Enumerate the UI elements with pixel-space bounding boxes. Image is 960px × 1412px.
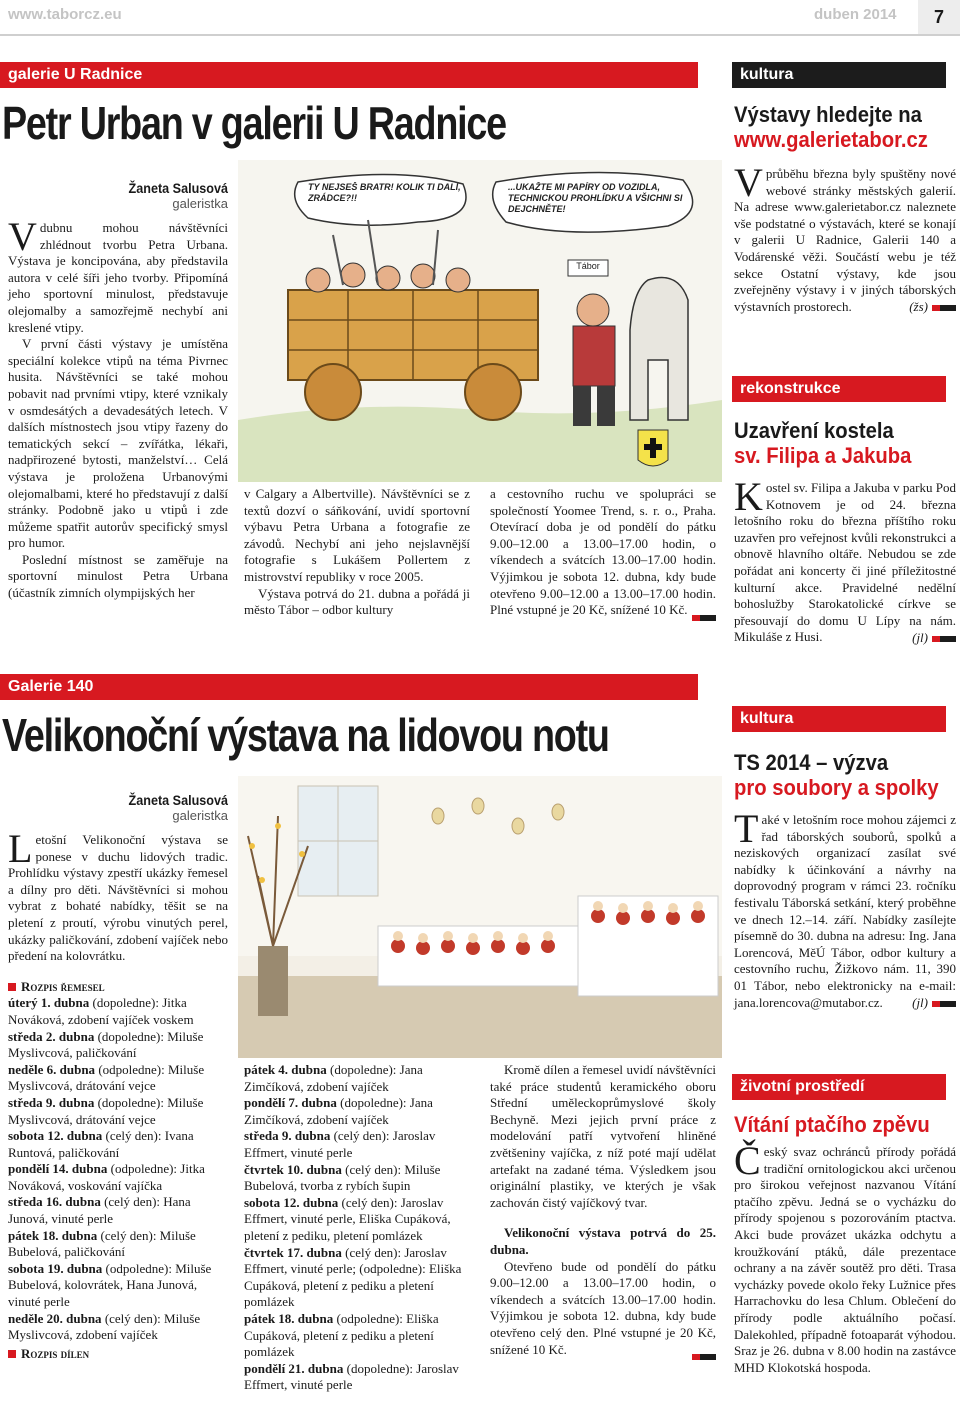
easter-column-1 <box>8 826 228 1362</box>
urban-headline: Petr Urban v galerii U Radnice <box>2 97 506 149</box>
sidebar-sign-1: (žs) <box>909 299 928 315</box>
end-mark <box>932 636 956 642</box>
schedule-date: pondělí 7. dubna <box>244 1095 337 1111</box>
sidebar-label-text: životní prostředí <box>740 1078 865 1095</box>
schedule-date: pátek 4. dubna <box>244 1062 327 1077</box>
easter-duration: Velikonoční výstava potrvá do 25. dubna. <box>490 1225 716 1257</box>
schedule-entry <box>8 1194 228 1227</box>
sidebar-title-line-2: sv. Filipa a Jakuba <box>734 443 912 468</box>
schedule-date: neděle 6. dubna <box>8 1061 96 1077</box>
sidebar-label-text: kultura <box>740 710 794 727</box>
section-label-galerie-140 <box>0 674 712 700</box>
urban-paragraph-2: V první části výstavy je umístěna speciální kolekce vtipů na téma Pivrnec husita. Návštěvníci se také mohou pobavit nad prvními vtipy, které vznikaly v osmdesátých a devadesátých letech. V dalších místnostech jsou vtipy řazeny do tematických sekcí – zvířátka, lékaři, nadpřirozené bytosti, manželství… Celá výstava je proložena Urbanovými olejomalbami, které ho představují z další stránky. Podobně jako u vtipů i zde můžeme spatřit autorův specifický smysl pro humor. <box>8 336 228 551</box>
schedule-date: pátek 18. dubna <box>8 1227 98 1243</box>
schedule-date: středa 9. dubna <box>8 1094 95 1110</box>
schedule-entry <box>8 1311 228 1344</box>
schedule-detail: (dopoledne): Jaroslav Effmert, vinuté perle <box>244 1360 459 1393</box>
schedule-list-crafts <box>8 995 228 1343</box>
schedule-detail: (celý den): Hana Junová, vinuté perle <box>8 1194 191 1227</box>
urban-column-1 <box>8 214 228 602</box>
end-mark <box>692 1354 716 1360</box>
schedule-detail: (celý den): Jaroslav Effmert, vinuté perle, Eliška Cupáková, pletení z pediku, pletení pomlázek <box>244 1194 451 1243</box>
schedule-date: středa 16. dubna <box>8 1194 101 1210</box>
schedule-date: pondělí 14. dubna <box>8 1161 108 1177</box>
schedule-date: středa 9. dubna <box>244 1128 331 1144</box>
schedule-entry <box>8 1128 228 1161</box>
site-url[interactable]: www.taborcz.eu <box>8 6 122 23</box>
urban-paragraph-6: a cestovního ruchu ve spolupráci se společností Yoomee Trend, s. r. o., Praha. Otevírací doba je od pondělí do pátku 9.00–12.00 a 13.00–17.00 hodin, o víkendech a svátcích 13.00–17.00 hodin. Výjimkou je sobota 12. dubna, kdy bude otevřeno 9.00–12.00 a 13.00–17.00 hodin. Plné vstupné je 20 Kč, snížené 10 Kč. <box>490 486 716 618</box>
sidebar-body-1 <box>734 160 956 316</box>
schedule-detail: (celý den): Jaroslav Effmert, vinuté perle; (odpoledne): Eliška Cupáková, pletení z pediku a pletení pomlázek <box>244 1244 462 1310</box>
schedule-date: sobota 12. dubna <box>8 1128 103 1144</box>
sidebar-text-4: Český svaz ochránců přírody pořádá tradiční ornitologickou akci určenou pro širokou veřejnost nazvanou Vítání ptačího zpěvu. Jedná se o vycházku do přírody spojenou s pozorováním ptactva. Akci bude provázet ukázka odchytu a kroužkování ptáků, dále prezentace ochrany a na závěr soutěž pro děti. Trasa vycházky povede okolo řeky Lužnice přes Harrachovku do lesa Chlum. Oblečení do přírody podle aktuálního počasí. Dalekohled, případně fotoaparát výhodou. Sraz je 26. dubna v 8.00 hodin na zastávce MHD Klokotská hospoda. <box>734 1138 956 1375</box>
urban-paragraph-4: v Calgary a Albertville). Návštěvníci se z textů dozví o sáňkování, uvidí sportovní výbavu Petra Urbana a fotografie ze závodů. Nechybí ani jeho nejslavnější fotografie s Lukášem Pollertem z mistrovství republiky v roce 2005. <box>244 486 470 584</box>
schedule-entry <box>8 1029 228 1062</box>
schedule-detail: (odpoledne): Miluše Myslivcová, drátování vejce <box>8 1061 205 1094</box>
schedule-date: sobota 12. dubna <box>244 1194 339 1210</box>
schedule-date: čtvrtek 10. dubna <box>244 1161 342 1177</box>
easter-column-3 <box>490 1062 716 1365</box>
sidebar-text-2: Kostel sv. Filipa a Jakuba v parku Pod Kotnovem je od 24. března letošního roku do března příštího roku uzavřen pro veřejnost kvůli rekonstrukci a obnově hlavního oltáře. Nebudou se zde pořádat ani koncerty či jiné příležitostné kulturní akce. Pravidelné nedělní bohoslužby Starokatolické církve se přesouvají do domu U Lípy na nám. Mikuláše z Husi. <box>734 474 956 645</box>
schedule-date: neděle 20. dubna <box>8 1310 102 1326</box>
schedule-list-workshops <box>244 1062 470 1394</box>
sidebar-label-rekonstrukce <box>732 376 960 402</box>
sidebar-title-3 <box>734 750 939 800</box>
end-mark <box>932 1001 956 1007</box>
schedule-detail: (dopoledne): Miluše Myslivcová, paličkování <box>8 1028 204 1061</box>
schedule-entry <box>244 1245 470 1311</box>
schedule-title: Rozpis řemesel <box>8 979 228 996</box>
sidebar-title-line-1: TS 2014 – výzva <box>734 750 889 775</box>
sidebar-title-1 <box>734 102 928 152</box>
sidebar-title-link[interactable]: www.galerietabor.cz <box>734 127 928 152</box>
easter-paragraph-1: Kromě dílen a řemesel uvidí návštěvníci také práce studentů keramického oboru Střední uměleckoprůmyslové školy Bechyně. Mezi jejich první práce z modelování patří vytvoření hliněné zvětšeniny vajíčka, z níž poté mají udělat artefakt na zadané téma. Výsledkem jsou originální plastiky, ve kterých je však zachován čistý vajíčkový tvar. <box>490 1062 716 1210</box>
sidebar-label-kultura <box>732 62 960 88</box>
schedule-detail: (celý den): Miluše Myslivcová, zdobení vajíček <box>8 1310 201 1343</box>
schedule-detail: (dopoledne): Miluše Myslivcová, drátování vejce <box>8 1094 204 1127</box>
author-role: galeristka <box>172 808 228 823</box>
sidebar-body-3 <box>734 806 956 1012</box>
sidebar-body-4 <box>734 1138 956 1376</box>
end-mark <box>692 615 716 621</box>
page-number: 7 <box>918 0 960 34</box>
easter-intro: Letošní Velikonoční výstava se ponese v duchu lidových tradic. Prohlídku výstavy zpestří ukázky řemesel a dílny pro děti. Návštěvníci si mohou vybrat z bohaté nabídky, těšit se na pletení z proutí, výrobu vinutých perel, ukázky paličkování, zdobení vajíček nebo předení na kolovrátku. <box>8 826 228 964</box>
cartoon-sign: Tábor <box>576 261 600 271</box>
sidebar-text-1: Vprůběhu března byly spuštěny nové webové stránky městských galerií. Na adrese www.galerietabor.cz naleznete vše podstatné o výstavách, které se konají v galerii U Radnice, Galerii 140 a Vodárenské věži. Součástí webu je též sekce Ostatní výstavy, kde jsou zveřejněny výstavy i v jiných táborských výstavních prostorech. <box>734 160 956 314</box>
section-label-galerie-u-radnice <box>0 62 712 88</box>
schedule-date: středa 2. dubna <box>8 1028 95 1044</box>
sidebar-title-4: Vítání ptačího zpěvu <box>734 1112 930 1137</box>
schedule-entry <box>244 1095 470 1128</box>
schedule-entry <box>244 1361 470 1394</box>
sidebar-text-3: Také v letošním roce mohou zájemci z řad táborských souborů, spolků a neziskových organizací zasílat své nabídky k účinkování a návrhy na doprovodný program v rámci 23. ročníku festivalu Táborská setkání, který proběhne ve dnech 12.–14. září. Nabídky zasílejte písemně do 30. dubna na adresu: Ing. Jana Lorencová, MěÚ Tábor, odbor kultury a cestovního ruchu, Žižkovo nám. 11, 390 01 Tábor, nebo elektronicky na e-mail: jana.lorencova@mutabor.cz. <box>734 806 956 1010</box>
schedule-detail: (odpoledne): Eliška Cupáková, pletení z pediku a pletení pomlázek <box>244 1310 439 1360</box>
schedule-entry <box>8 1261 228 1311</box>
schedule-date: pátek 18. dubna <box>244 1310 334 1326</box>
urban-cartoon-image <box>238 160 722 482</box>
sidebar-title-line-2: pro soubory a spolky <box>734 775 939 800</box>
easter-byline <box>8 792 228 823</box>
schedule-entry <box>244 1128 470 1161</box>
schedule-entry <box>8 1062 228 1095</box>
end-mark <box>932 305 956 311</box>
schedule-entry <box>8 1161 228 1194</box>
urban-byline <box>8 180 228 211</box>
sidebar-body-2 <box>734 474 956 647</box>
schedule-entry <box>8 1228 228 1261</box>
schedule-detail: (celý den): Ivana Runtová, paličkování <box>8 1128 194 1160</box>
schedule-entry <box>8 1095 228 1128</box>
cartoon-bubble-1: TY NEJSEŠ BRATR! KOLIK TI DALI, ZRÁDCE?!! <box>308 182 461 203</box>
schedule-date: čtvrtek 17. dubna <box>244 1244 342 1260</box>
easter-exhibition-photo <box>238 776 722 1058</box>
sidebar-title-line-1: Výstavy hledejte na <box>734 102 922 127</box>
schedule-detail: (odpoledne): Miluše Bubelová, kolovrátek, Hana Junová, vinuté perle <box>8 1260 212 1310</box>
schedule-entry <box>244 1195 470 1245</box>
sidebar-label-text: rekonstrukce <box>740 380 841 397</box>
sidebar-title-2 <box>734 418 911 468</box>
schedule-detail: (celý den): Miluše Bubelová, tvorba z rybích šupin <box>244 1161 441 1194</box>
schedule-detail: (dopoledne): Jitka Nováková, zdobení vajíček voskem <box>8 995 194 1027</box>
schedule-detail: (dopoledne): Jana Zimčíková, zdobení vajíček <box>244 1095 433 1127</box>
section-label-text: galerie U Radnice <box>8 66 143 83</box>
urban-column-3 <box>490 486 716 625</box>
author-name: Žaneta Salusová <box>128 180 228 196</box>
schedule-date: sobota 19. dubna <box>8 1260 103 1276</box>
schedule-entry <box>8 995 228 1028</box>
schedule-detail: (odpoledne): Jitka Nováková, voskování vajíčka <box>8 1161 205 1193</box>
sidebar-label-zivotni-prostredi <box>732 1074 960 1100</box>
cartoon-bubble-2: ...UKAŽTE MI PAPÍRY OD VOZIDLA, TECHNICKOU PROHLÍDKU A VŠICHNI SI DEJCHNĚTE! <box>508 182 683 214</box>
author-role: galeristka <box>172 196 228 211</box>
urban-paragraph-5: Výstava potrvá do 21. dubna a pořádá ji město Tábor – odbor kultury <box>244 585 470 618</box>
schedule-detail: (celý den): Jaroslav Effmert, vinuté perle <box>244 1128 436 1160</box>
sidebar-sign-2: (jl) <box>912 629 928 645</box>
urban-paragraph-3: Poslední místnost se zaměřuje na sportovní minulost Petra Urbana (účastník zimních olympijských her <box>8 551 228 601</box>
header-rule <box>0 34 960 36</box>
schedule-detail: (celý den): Miluše Bubelová, paličkování <box>8 1227 196 1260</box>
author-name: Žaneta Salusová <box>128 792 228 808</box>
issue-date: duben 2014 <box>814 6 897 23</box>
section-label-text: Galerie 140 <box>8 678 94 695</box>
easter-headline: Velikonoční výstava na lidovou notu <box>2 709 609 761</box>
schedule-title-workshops: Rozpis dílen <box>8 1346 228 1363</box>
schedule-date: úterý 1. dubna <box>8 995 90 1011</box>
urban-paragraph-1: Vdubnu mohou návštěvníci zhlédnout tvorbu Petra Urbana. Výstava je koncipována, aby představila autora v celé šíři jeho tvorby. Připomíná jeho sportovní minulost, představuje olejomalby a samozřejmě nechybí ani kreslené vtipy. <box>8 214 228 335</box>
schedule-entry <box>244 1311 470 1361</box>
sidebar-title-line-1: Uzavření kostela <box>734 418 894 443</box>
sidebar-label-text: kultura <box>740 66 794 83</box>
schedule-detail: (dopoledne): Jana Zimčíková, zdobení vajíček <box>244 1062 423 1094</box>
schedule-date: pondělí 21. dubna <box>244 1360 344 1376</box>
sidebar-label-kultura-2 <box>732 706 960 732</box>
sidebar-sign-3: (jl) <box>912 995 928 1011</box>
urban-column-2 <box>244 486 470 619</box>
schedule-entry <box>244 1062 470 1095</box>
schedule-entry <box>244 1162 470 1195</box>
easter-paragraph-2: Otevřeno bude od pondělí do pátku 9.00–12.00 a 13.00–17.00 hodin, o víkendech a svátcích 13.00–17.00 hodin. Výjimkou je sobota 12. dubna, kdy bude otevřeno celý den. Plné vstupné je 20 Kč, snížené 10 Kč. <box>490 1258 716 1357</box>
